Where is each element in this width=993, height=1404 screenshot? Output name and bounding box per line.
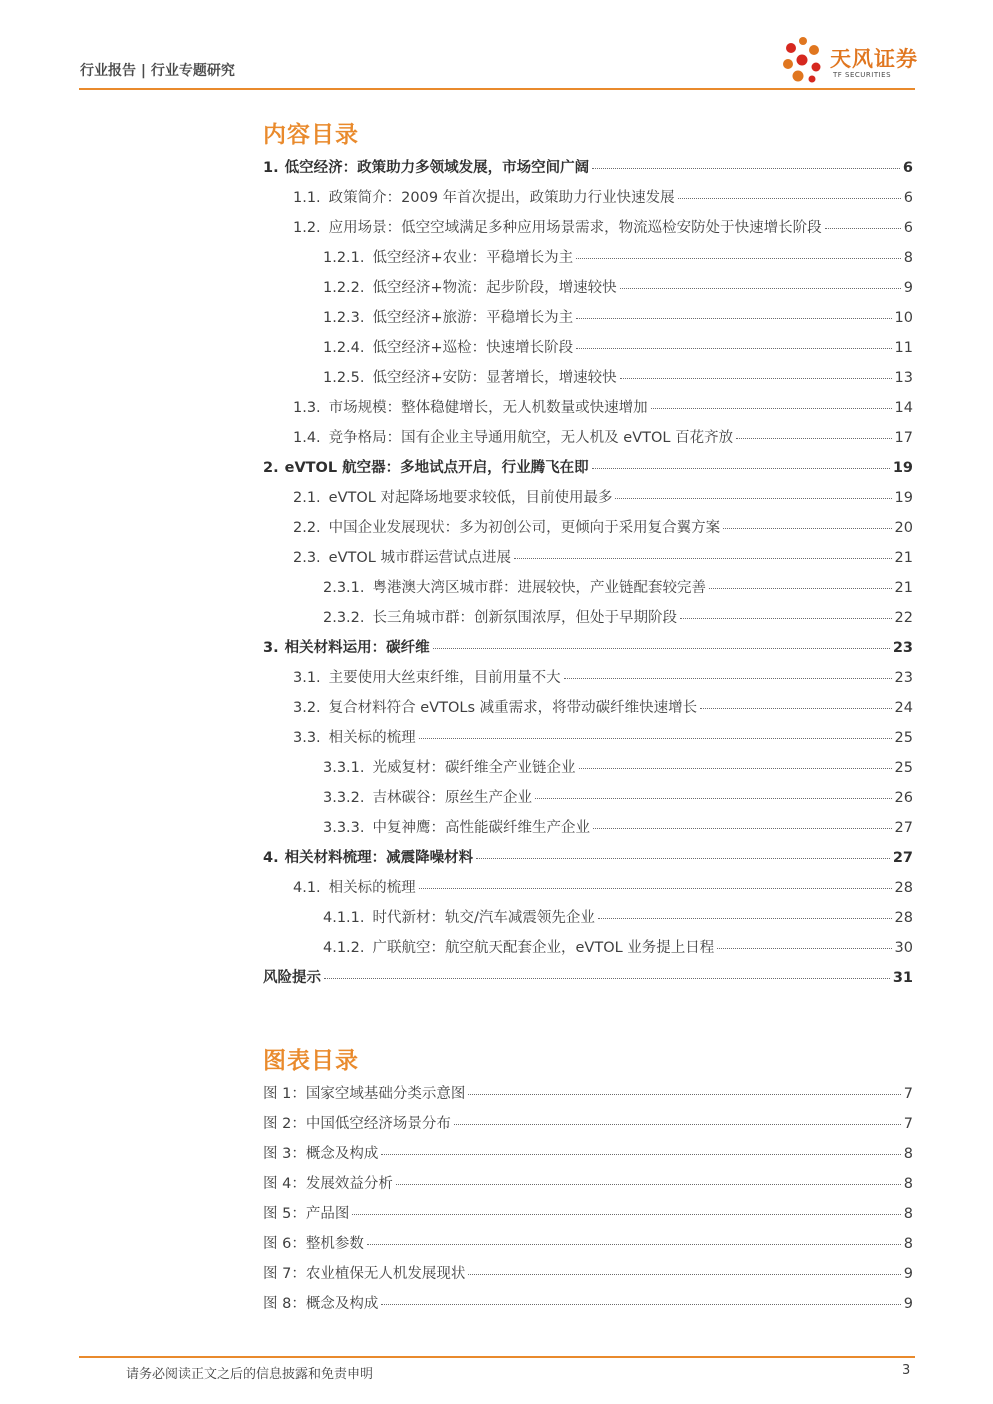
toc-entry-title: 相关材料梳理：减震降噪材料 [284,850,474,866]
dot-leader [381,1304,900,1305]
figures-title: 图表目录 [263,1048,359,1074]
toc-entry-page: 7 [903,1116,913,1132]
figure-entry[interactable] [263,1082,913,1104]
dot-leader [592,468,890,469]
toc-entry-page: 27 [892,850,913,866]
toc-entry-page: 14 [894,400,913,416]
toc-entry-title: 低空经济：政策助力多领域发展，市场空间广阔 [284,160,590,176]
toc-entry-page: 21 [894,580,913,596]
toc-entry-title: 相关标的梳理 [328,880,416,896]
toc-entry[interactable] [323,276,913,298]
toc-entry-page: 6 [902,160,913,176]
toc-entry[interactable] [263,456,913,478]
dot-leader [433,648,890,649]
toc-entry-page: 6 [903,190,913,206]
toc-entry[interactable] [293,186,913,208]
toc-entry-number: 2.1. [293,490,321,506]
page-number: 3 [902,1363,911,1378]
toc-entry-title: 图 5：产品图 [263,1206,350,1222]
toc-entry[interactable] [323,336,913,358]
dot-leader [598,918,892,919]
figure-entry[interactable] [263,1172,913,1194]
toc-entry-number: 1. [263,160,279,176]
toc-entry-number: 2.3.2. [323,610,365,626]
figure-entry[interactable] [263,1262,913,1284]
toc-entry-number: 2. [263,460,279,476]
footer-divider [79,1356,915,1358]
toc-entry[interactable] [293,426,913,448]
toc-entry-number: 4. [263,850,279,866]
toc-entry[interactable] [293,696,913,718]
dot-leader [709,588,892,589]
toc-entry-page: 8 [903,1146,913,1162]
toc-entry-page: 22 [894,610,913,626]
toc-entry[interactable] [293,876,913,898]
toc-entry-number: 1.2.1. [323,250,365,266]
dot-leader [381,1154,900,1155]
toc-entry-page: 20 [894,520,913,536]
toc-entry-title: 图 1：国家空域基础分类示意图 [263,1086,466,1102]
toc-entry[interactable] [293,216,913,238]
toc-entry-number: 3.3.3. [323,820,365,836]
dot-leader [620,288,901,289]
toc-entry-title: eVTOL 航空器：多地试点开启，行业腾飞在即 [284,460,589,476]
dot-leader [680,618,892,619]
report-category: 行业报告 | 行业专题研究 [80,63,235,79]
toc-entry-page: 8 [903,1176,913,1192]
logo-flower-icon [778,36,826,84]
toc-entry-number: 3.3.1. [323,760,365,776]
toc-entry-number: 3. [263,640,279,656]
toc-entry[interactable] [323,816,913,838]
toc-entry-title: 时代新材：轨交/汽车减震领先企业 [372,910,595,926]
figure-entry[interactable] [263,1232,913,1254]
toc-entry[interactable] [263,156,913,178]
toc-entry[interactable] [293,726,913,748]
toc-entry-page: 9 [903,1296,913,1312]
toc-entry-page: 21 [894,550,913,566]
toc-entry-title: 粤港澳大湾区城市群：进展较快，产业链配套较完善 [372,580,707,596]
dot-leader [576,348,891,349]
toc-entry[interactable] [293,546,913,568]
dot-leader [454,1124,901,1125]
toc-entry-page: 27 [894,820,913,836]
toc-entry[interactable] [323,246,913,268]
toc-entry-page: 9 [903,1266,913,1282]
disclaimer-note: 请务必阅读正文之后的信息披露和免责申明 [126,1367,374,1382]
dot-leader [651,408,892,409]
toc-entry-title: 低空经济+巡检：快速增长阶段 [372,340,574,356]
toc-entry-number: 1.2.4. [323,340,365,356]
toc-entry-title: 中复神鹰：高性能碳纤维生产企业 [372,820,591,836]
toc-entry-title: eVTOL 城市群运营试点进展 [328,550,511,566]
toc-entry-number: 1.2.3. [323,310,365,326]
toc-entry-page: 26 [894,790,913,806]
toc-entry-title: 政策简介：2009 年首次提出，政策助力行业快速发展 [328,190,675,206]
toc-entry-title: 市场规模：整体稳健增长，无人机数量或快速增加 [328,400,648,416]
toc-entry-number: 3.2. [293,700,321,716]
toc-entry-number: 2.2. [293,520,321,536]
toc-entry-page: 9 [903,280,913,296]
dot-leader [535,798,892,799]
dot-leader [579,768,892,769]
toc-entry-title: 相关标的梳理 [328,730,416,746]
dot-leader [576,318,891,319]
dot-leader [717,948,891,949]
toc-entry-number: 1.2.5. [323,370,365,386]
toc-entry[interactable] [323,906,913,928]
dot-leader [615,498,891,499]
logo-name: 天风证券 [830,47,918,71]
toc-entry-page: 8 [903,1236,913,1252]
header-divider [79,88,915,90]
company-logo [778,36,918,84]
toc-entry-page: 6 [903,220,913,236]
toc-entry-page: 10 [894,310,913,326]
toc-entry-number: 3.3.2. [323,790,365,806]
toc-entry[interactable] [323,786,913,808]
logo-subtitle: TF SECURITIES [833,71,892,79]
toc-entry-number: 1.3. [293,400,321,416]
toc-entry-page: 8 [903,250,913,266]
toc-entry-title: 低空经济+旅游：平稳增长为主 [372,310,574,326]
toc-entry[interactable] [323,366,913,388]
toc-entry[interactable] [293,396,913,418]
toc-entry[interactable] [323,936,913,958]
dot-leader [736,438,891,439]
toc-entry-page: 19 [894,490,913,506]
toc-entry-title: 图 4：发展效益分析 [263,1176,393,1192]
toc-entry-page: 8 [903,1206,913,1222]
toc-entry-title: 广联航空：航空航天配套企业，eVTOL 业务提上日程 [372,940,715,956]
toc-entry-title: 长三角城市群：创新氛围浓厚，但处于早期阶段 [372,610,678,626]
dot-leader [700,708,891,709]
toc-entry-page: 25 [894,730,913,746]
toc-entry-title: 图 2：中国低空经济场景分布 [263,1116,451,1132]
dot-leader [723,528,891,529]
toc-entry[interactable] [323,306,913,328]
toc-entry-number: 4.1.2. [323,940,365,956]
dot-leader [825,228,901,229]
toc-entry-number: 2.3.1. [323,580,365,596]
dot-leader [396,1184,901,1185]
toc-entry-page: 23 [894,670,913,686]
toc-entry-title: 吉林碳谷：原丝生产企业 [372,790,533,806]
dot-leader [576,258,901,259]
toc-entry-title: 相关材料运用：碳纤维 [284,640,430,656]
toc-entry-title: 低空经济+物流：起步阶段，增速较快 [372,280,617,296]
dot-leader [514,558,892,559]
toc-entry-title: 中国企业发展现状：多为初创公司，更倾向于采用复合翼方案 [328,520,721,536]
toc-entry-page: 11 [894,340,913,356]
toc-entry-page: 28 [894,910,913,926]
toc-entry-number: 1.2. [293,220,321,236]
toc-entry-page: 17 [894,430,913,446]
figure-entry[interactable] [263,1202,913,1224]
toc-entry-title: eVTOL 对起降场地要求较低，目前使用最多 [328,490,613,506]
figure-entry[interactable] [263,1112,913,1134]
toc-title: 内容目录 [263,122,359,148]
toc-entry[interactable] [263,966,913,988]
toc-entry-number: 1.1. [293,190,321,206]
dot-leader [593,828,892,829]
toc-entry-number: 1.2.2. [323,280,365,296]
figure-entry[interactable] [263,1142,913,1164]
toc-entry-title: 竞争格局：国有企业主导通用航空，无人机及 eVTOL 百花齐放 [328,430,734,446]
toc-entry-title: 图 8：概念及构成 [263,1296,379,1312]
dot-leader [324,978,890,979]
dot-leader [476,858,890,859]
toc-entry[interactable] [293,486,913,508]
toc-entry-title: 风险提示 [263,970,321,986]
toc-entry-page: 7 [903,1086,913,1102]
toc-entry-number: 4.1.1. [323,910,365,926]
dot-leader [468,1094,900,1095]
toc-entry-title: 光威复材：碳纤维全产业链企业 [372,760,576,776]
toc-entry-page: 31 [892,970,913,986]
toc-entry-page: 19 [892,460,913,476]
toc-entry-title: 图 3：概念及构成 [263,1146,379,1162]
toc-entry-number: 4.1. [293,880,321,896]
dot-leader [468,1274,900,1275]
toc-entry[interactable] [323,576,913,598]
dot-leader [620,378,892,379]
toc-entry[interactable] [293,516,913,538]
toc-entry-page: 23 [892,640,913,656]
toc-entry-page: 25 [894,760,913,776]
dot-leader [419,738,892,739]
toc-entry[interactable] [263,846,913,868]
dot-leader [367,1244,901,1245]
toc-entry[interactable] [293,666,913,688]
toc-entry-number: 2.3. [293,550,321,566]
toc-entry-page: 30 [894,940,913,956]
toc-entry-title: 低空经济+安防：显著增长，增速较快 [372,370,617,386]
toc-entry-number: 3.3. [293,730,321,746]
toc-entry-page: 28 [894,880,913,896]
toc-entry-number: 3.1. [293,670,321,686]
dot-leader [678,198,901,199]
toc-entry[interactable] [323,606,913,628]
toc-entry-page: 24 [894,700,913,716]
toc-entry-title: 图 6：整机参数 [263,1236,364,1252]
toc-entry-title: 复合材料符合 eVTOLs 减重需求，将带动碳纤维快速增长 [328,700,698,716]
figure-entry[interactable] [263,1292,913,1314]
dot-leader [592,168,900,169]
dot-leader [419,888,892,889]
toc-entry-title: 图 7：农业植保无人机发展现状 [263,1266,466,1282]
dot-leader [564,678,892,679]
toc-entry-title: 应用场景：低空空域满足多种应用场景需求，物流巡检安防处于快速增长阶段 [328,220,822,236]
toc-entry-page: 13 [894,370,913,386]
toc-entry[interactable] [323,756,913,778]
toc-entry-title: 主要使用大丝束纤维，目前用量不大 [328,670,561,686]
toc-entry-title: 低空经济+农业：平稳增长为主 [372,250,574,266]
toc-entry-number: 1.4. [293,430,321,446]
dot-leader [352,1214,900,1215]
toc-entry[interactable] [263,636,913,658]
